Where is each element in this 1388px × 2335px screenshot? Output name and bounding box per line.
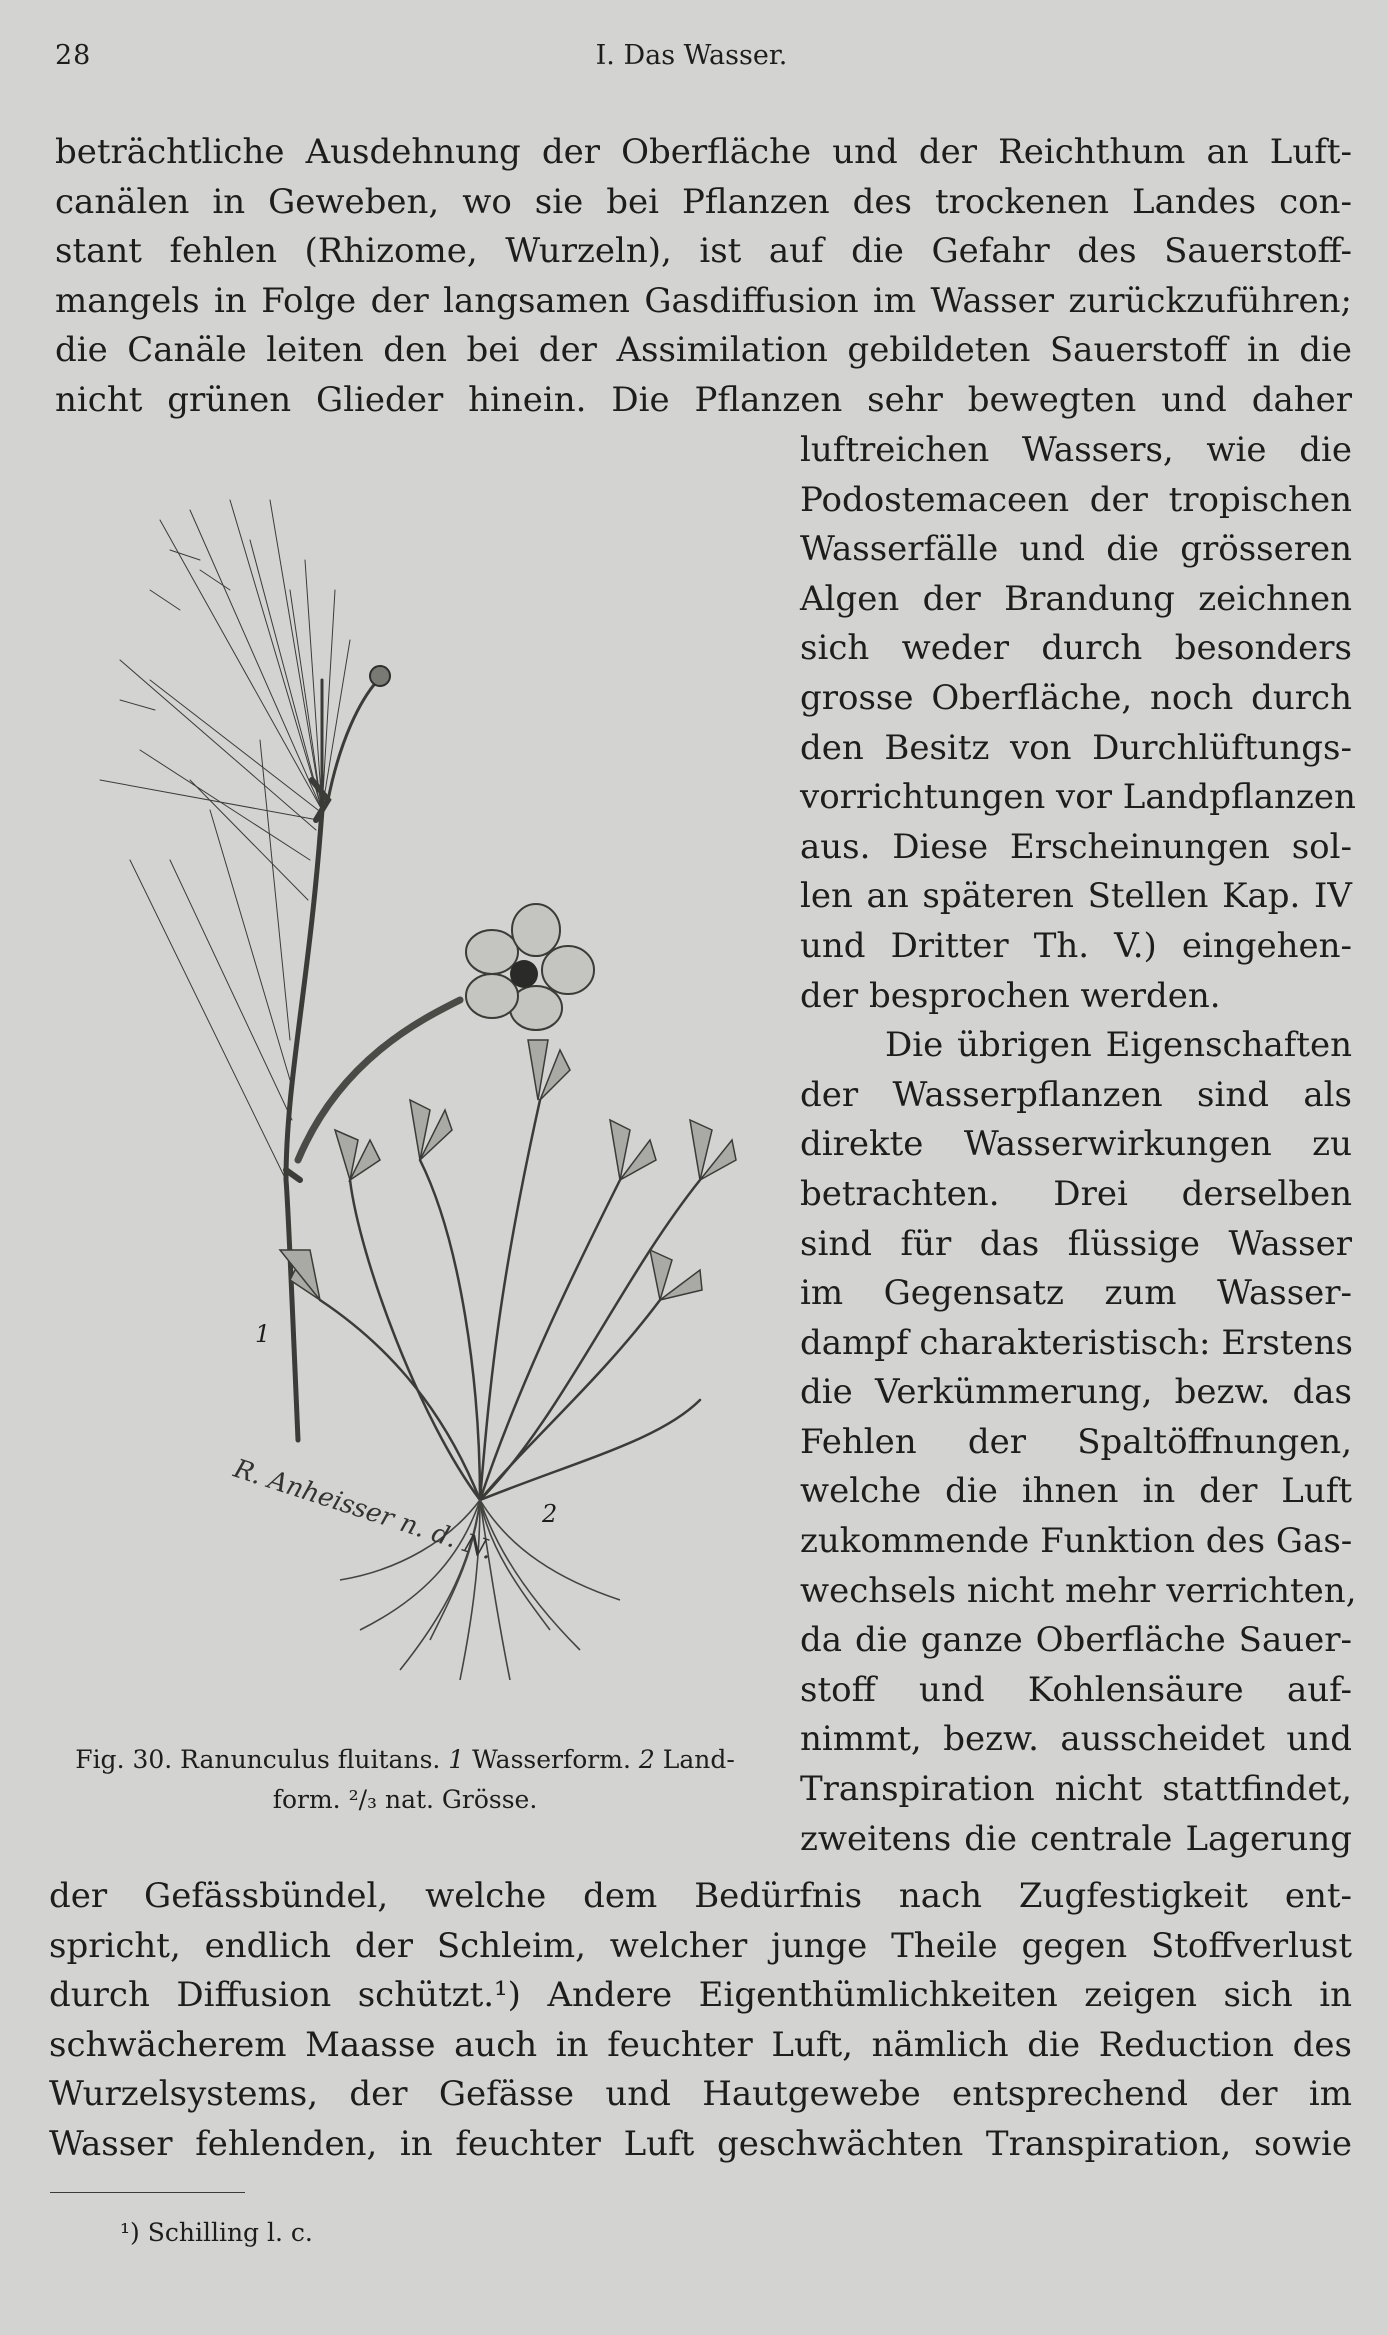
text-line: beträchtliche Ausdehnung der Oberfläche und der Reichthum an Luft- <box>55 132 1352 172</box>
artist-signature: R. Anheisser n. d. N. <box>229 1453 497 1567</box>
text-line: stant fehlen (Rhizome, Wurzeln), ist auf die Gefahr des Sauerstoff- <box>55 231 1352 272</box>
text-line: Fehlen der Spaltöffnungen, <box>800 1421 1352 1462</box>
caption-line-2 <box>45 1780 765 1820</box>
text-line: mangels in Folge der langsamen Gasdiffusion im Wasser zurückzuführen; <box>55 280 1352 321</box>
text-line: sind für das flüssige Wasser <box>800 1223 1352 1264</box>
text-line: zukommende Funktion des Gas- <box>800 1521 1353 1562</box>
text-line: zweitens die centrale Lagerung <box>800 1818 1352 1859</box>
chapter-title: I. Das Wasser. <box>595 40 788 71</box>
text-line: Wurzelsystems, der Gefässe und Hautgewebe entsprechend der im <box>49 2074 1352 2115</box>
footnote-divider <box>50 2192 245 2193</box>
text-line: canälen in Geweben, wo sie bei Pflanzen des trockenen Landes con- <box>55 181 1352 222</box>
caption-number: 2 <box>638 1745 655 1774</box>
paragraph-right-column <box>800 426 1357 1864</box>
paragraph-top <box>55 128 1352 426</box>
caption-text: Fig. 30. Ranunculus fluitans. <box>75 1745 441 1774</box>
text-line: und Dritter Th. V.) eingehen- <box>800 925 1352 966</box>
caption-line-1 <box>45 1740 765 1780</box>
caption-fraction: ²/₃ <box>348 1785 378 1814</box>
text-line: da die ganze Oberfläche Sauer- <box>800 1620 1352 1661</box>
caption-text: Wasserform. <box>472 1745 631 1774</box>
text-line: nicht grünen Glieder hinein. Die Pflanzen sehr bewegten und daher <box>55 379 1352 420</box>
text-line: Podostemaceen der tropischen <box>800 479 1352 520</box>
text-line: vorrichtungen vor Landpflanzen <box>800 777 1356 818</box>
text-line: der besprochen werden. <box>800 975 1221 1016</box>
footnote-text: Schilling l. c. <box>147 2218 313 2247</box>
text-line: wechsels nicht mehr verrichten, <box>800 1570 1357 1611</box>
text-line: betrachten. Drei derselben <box>800 1173 1352 1214</box>
figure-label-2: 2 <box>542 1500 558 1528</box>
text-line: den Besitz von Durchlüftungs- <box>800 727 1352 768</box>
text-line: durch Diffusion schützt.¹) Andere Eigenthümlichkeiten zeigen sich in <box>49 1975 1352 2016</box>
text-line: len an späteren Stellen Kap. IV <box>800 876 1352 917</box>
text-line: Transpiration nicht stattfindet, <box>800 1769 1352 1810</box>
running-head <box>55 40 1328 80</box>
caption-text: form. <box>272 1785 341 1814</box>
caption-number: 1 <box>448 1745 465 1774</box>
text-line: Algen der Brandung zeichnen <box>800 578 1352 619</box>
text-line: schwächerem Maasse auch in feuchter Luft, nämlich die Reduction des <box>49 2024 1352 2065</box>
footnote <box>120 2218 313 2247</box>
text-line: Wasser fehlenden, in feuchter Luft geschwächten Transpiration, sowie <box>49 2123 1352 2164</box>
caption-text: nat. Grösse. <box>384 1785 538 1814</box>
text-line: nimmt, bezw. ausscheidet und <box>800 1719 1352 1760</box>
figure-caption <box>45 1740 765 1820</box>
caption-text: Land- <box>662 1745 735 1774</box>
text-line: welche die ihnen in der Luft <box>800 1471 1352 1512</box>
text-line: die Verkümmerung, bezw. das <box>800 1372 1352 1413</box>
text-line: dampf charakteristisch: Erstens <box>800 1322 1353 1363</box>
text-line: luftreichen Wassers, wie die <box>800 430 1352 470</box>
text-line: der Gefässbündel, welche dem Bedürfnis nach Zugfestigkeit ent- <box>49 1876 1352 1916</box>
text-line: direkte Wasserwirkungen zu <box>800 1124 1352 1165</box>
page-number: 28 <box>55 40 92 71</box>
text-line: Wasserfälle und die grösseren <box>800 529 1352 570</box>
text-line: aus. Diese Erscheinungen sol- <box>800 826 1352 867</box>
text-line: Die übrigen Eigenschaften <box>885 1025 1352 1066</box>
text-line: spricht, endlich der Schleim, welcher junge Theile gegen Stoffverlust <box>49 1925 1352 1966</box>
footnote-marker: ¹) <box>120 2218 140 2247</box>
text-line: sich weder durch besonders <box>800 628 1352 669</box>
text-line: der Wasserpflanzen sind als <box>800 1074 1352 1115</box>
figure-label-1: 1 <box>255 1320 271 1348</box>
text-line: im Gegensatz zum Wasser- <box>800 1273 1352 1314</box>
text-line: die Canäle leiten den bei der Assimilation gebildeten Sauerstoff in die <box>55 330 1352 371</box>
text-line: grosse Oberfläche, noch durch <box>800 677 1352 718</box>
text-line: stoff und Kohlensäure auf- <box>800 1669 1352 1710</box>
paragraph-bottom <box>49 1872 1352 2170</box>
